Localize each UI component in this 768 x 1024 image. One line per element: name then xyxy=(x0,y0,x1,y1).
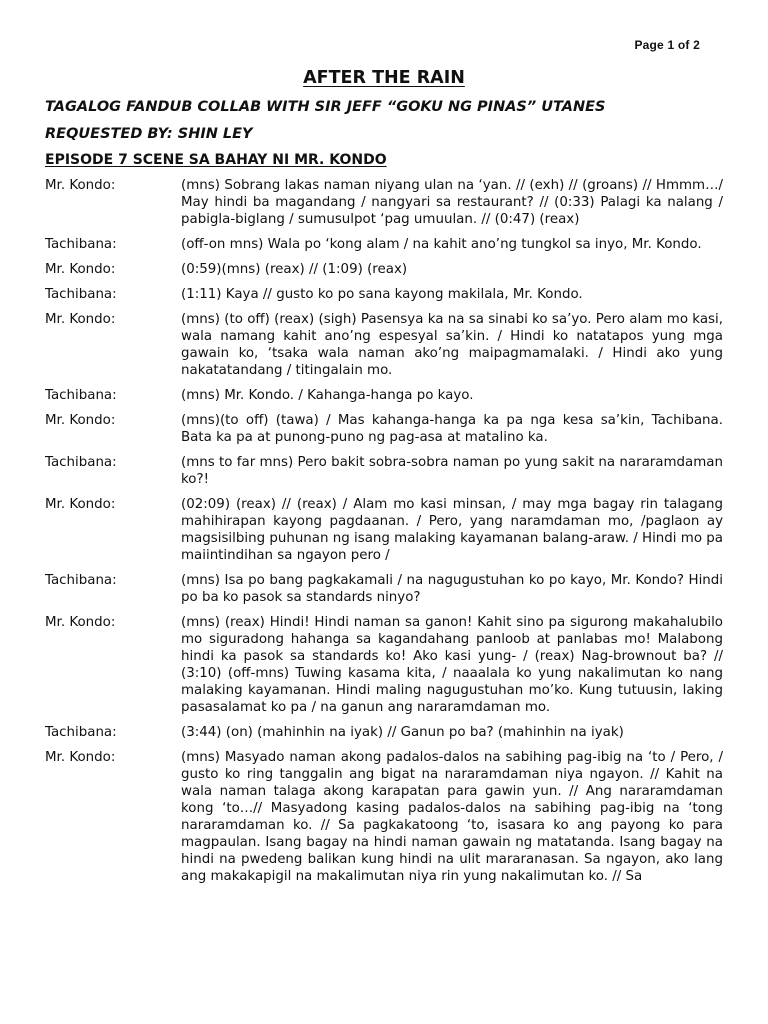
script-line xyxy=(45,614,723,716)
script-line xyxy=(45,496,723,564)
script-line xyxy=(45,724,723,741)
script-line xyxy=(45,311,723,379)
dialogue-text: (mns) (to off) (reax) (sigh) Pasensya ka na sa sinabi ko sa’yo. Pero alam mo kasi, wala namang kahit ano’ng espesyal sa’kin. / Hindi ko natatapos yung mga gawain ko, ‘tsaka wala naman ako’ng maipagmamalaki. / Hindi ako yung nakatatandang / titingalain mo. xyxy=(181,312,723,378)
script-line xyxy=(45,286,723,303)
collab-line: TAGALOG FANDUB COLLAB WITH SIR JEFF “GOKU NG PINAS” UTANES xyxy=(45,99,606,115)
dialogue-text: (02:09) (reax) // (reax) / Alam mo kasi minsan, / may mga bagay rin talagang mahihirapan kayong pagdaanan. / Pero, yang naramdaman mo, /paglaon ay magsisilbing puhunan ng isang malaking kayamanan balang-araw. / Hindi mo pa maiintindihan sa ngayon pero / xyxy=(181,497,723,563)
speaker-name: Tachibana: xyxy=(45,573,117,588)
speaker-name: Tachibana: xyxy=(45,725,117,740)
document-title: AFTER THE RAIN xyxy=(303,68,465,88)
dialogue-text: (mns to far mns) Pero bakit sobra-sobra naman po yung sakit na nararamdaman ko?! xyxy=(181,455,723,487)
script-line xyxy=(45,236,723,253)
dialogue-text: (0:59)(mns) (reax) // (1:09) (reax) xyxy=(181,262,408,277)
dialogue-text: (mns) Sobrang lakas naman niyang ulan na ‘yan. // (exh) // (groans) // Hmmm…/ May hindi ba magandang / nangyari sa restaurant? // (0:33) Palagi ka nalang / pabigla-biglang / sumusulpot ‘pag umuulan. // (0:47) (reax) xyxy=(181,178,723,227)
script-line xyxy=(45,412,723,446)
speaker-name: Mr. Kondo: xyxy=(45,178,116,193)
dialogue-text: (mns)(to off) (tawa) / Mas kahanga-hanga ka pa nga kesa sa’kin, Tachibana. Bata ka pa at punong-puno ng pag-asa at matalino ka. xyxy=(181,413,723,445)
dialogue-text: (mns) (reax) Hindi! Hindi naman sa ganon! Kahit sino pa sigurong makahalubilo mo siguradong hahanga sa kagandahang panloob at panlabas mo! Malabong hindi ka pasok sa standards ko! Ako kasi yung- / (reax) Nag-brownout ba? // (3:10) (off-mns) Tuwing kasama kita, / naaalala ko yung nakalimutan ko nang malaking kayamanan. Hindi maling nagugustuhan mo’ko. Kung tutuusin, laking pasasalamat ko pa / na ganun ang nararamdaman mo. xyxy=(181,615,723,715)
script-line xyxy=(45,572,723,606)
speaker-name: Mr. Kondo: xyxy=(45,413,116,428)
speaker-name: Tachibana: xyxy=(45,388,117,403)
speaker-name: Mr. Kondo: xyxy=(45,312,116,327)
script-line xyxy=(45,749,723,885)
requested-by-line: REQUESTED BY: SHIN LEY xyxy=(45,126,253,142)
dialogue-text: (3:44) (on) (mahinhin na iyak) // Ganun po ba? (mahinhin na iyak) xyxy=(181,725,624,740)
script-body xyxy=(45,177,723,893)
speaker-name: Tachibana: xyxy=(45,287,117,302)
dialogue-text: (mns) Masyado naman akong padalos-dalos na sabihing pag-ibig na ‘to / Pero, / gusto ko ring tanggalin ang bigat na nararamdaman niya ngayon. // Kahit na wala naman talaga akong karapatan para gawin yun. // Ang nararamdaman kong ‘to…// Masyadong kasing padalos-dalos na sabihing pag-ibig na ‘tong nararamdaman ko. // Sa pagkakatoong ‘to, isasara ko ang payong ko para magpaulan. Isang bagay na hindi naman gawain ng matatanda. Isang bagay na hindi na pwedeng balikan kung hindi na ulit mararanasan. Sa ngayon, ako lang ang makakapigil na makalimutan niya rin yung nakalimutan ko. // Sa xyxy=(181,750,723,884)
script-line xyxy=(45,387,723,404)
speaker-name: Mr. Kondo: xyxy=(45,750,116,765)
speaker-name: Mr. Kondo: xyxy=(45,497,116,512)
dialogue-text: (1:11) Kaya // gusto ko po sana kayong makilala, Mr. Kondo. xyxy=(181,287,583,302)
dialogue-text: (mns) Mr. Kondo. / Kahanga-hanga po kayo. xyxy=(181,388,474,403)
script-line xyxy=(45,454,723,488)
episode-heading: EPISODE 7 SCENE SA BAHAY NI MR. KONDO xyxy=(45,152,387,168)
dialogue-text: (mns) Isa po bang pagkakamali / na nagugustuhan ko po kayo, Mr. Kondo? Hindi po ba ko pasok sa standards ninyo? xyxy=(181,573,723,605)
speaker-name: Mr. Kondo: xyxy=(45,615,116,630)
speaker-name: Mr. Kondo: xyxy=(45,262,116,277)
speaker-name: Tachibana: xyxy=(45,237,117,252)
script-line xyxy=(45,177,723,228)
speaker-name: Tachibana: xyxy=(45,455,117,470)
dialogue-text: (off-on mns) Wala po ‘kong alam / na kahit ano’ng tungkol sa inyo, Mr. Kondo. xyxy=(181,237,702,252)
script-line xyxy=(45,261,723,278)
page-number: Page 1 of 2 xyxy=(634,38,700,52)
